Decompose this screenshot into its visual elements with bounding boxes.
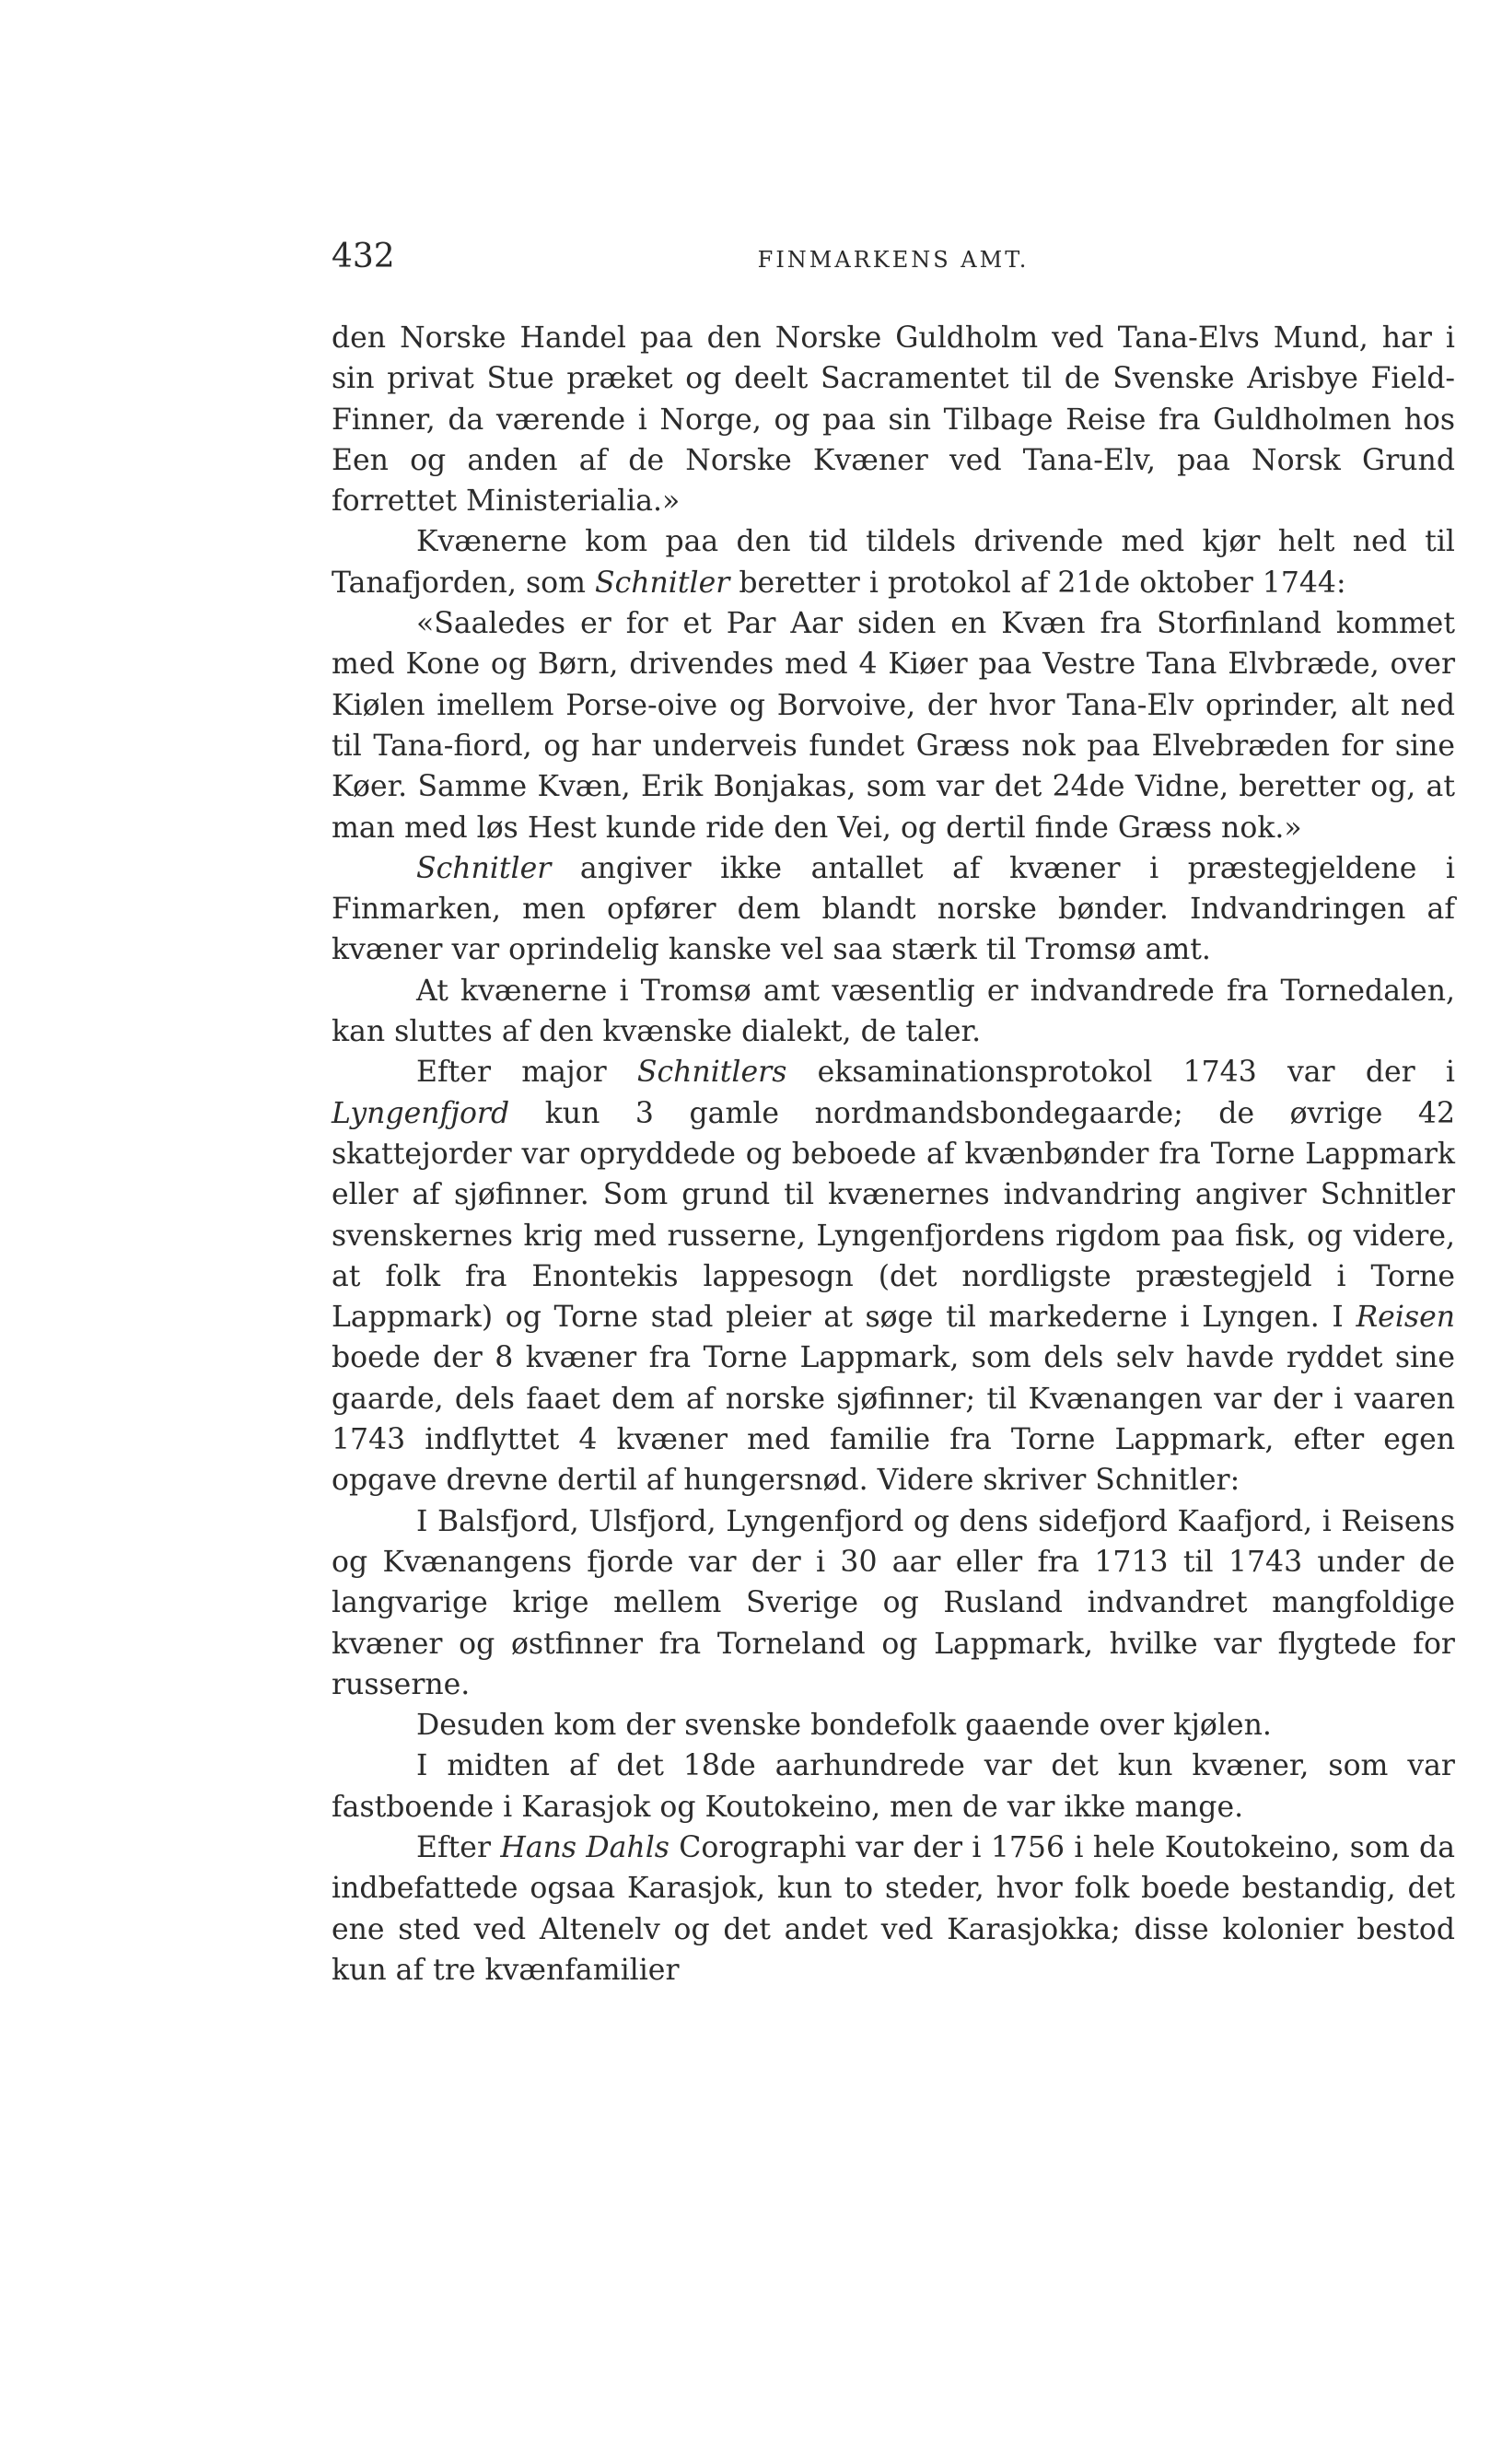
paragraph-6-italic-a: Schnitlers	[636, 1056, 787, 1090]
paragraph-2	[332, 521, 1455, 603]
paragraph-2-italic: Schnitler	[595, 566, 730, 600]
paragraph-4-text: angiver ikke antallet af kvæner i præstegjeldene i Finmarken, men opfører dem blandt norske bønder. Indvandringen af kvæner var oprindelig kanske vel saa stærk til Tromsø amt.	[332, 851, 1455, 967]
paragraph-8	[332, 1705, 1455, 1746]
paragraph-6	[332, 1052, 1455, 1501]
paragraph-9	[332, 1746, 1455, 1828]
paragraph-6-italic-c: Reisen	[1356, 1301, 1455, 1335]
paragraph-6-text-c: kun 3 gamle nordmandsbondegaarde; de øvrige 42 skattejorder var opryddede og beboede af kvænbønder fra Torne Lappmark eller af sjøfinner. Som grund til kvænernes indvandring angiver Schnitler svenskernes krig med russerne, Lyngenfjordens rigdom paa fisk, og videre, at folk fra Enontekis lappesogn (det nordligste præstegjeld i Torne Lappmark) og Torne stad pleier at søge til markederne i Lyngen. I	[332, 1096, 1455, 1335]
quotation-text: «Saaledes er for et Par Aar siden en Kvæn fra Storfinland kommet med Kone og Børn, drivendes med 4 Kiøer paa Vestre Tana Elvbræde, over Kiølen imellem Porse-oive og Borvoive, der hvor Tana-Elv oprinder, alt ned til Tana-fiord, og har underveis fundet Græss nok paa Elvebræden for sine Køer. Samme Kvæn, Erik Bonjakas, som var det 24de Vidne, beretter og, at man med løs Hest kunde ride den Vei, og dertil finde Græss nok.»	[332, 607, 1455, 845]
paragraph-10-text-b: Corographi var der i 1756 i hele Koutokeino, som da indbefattede ogsaa Karasjok, kun to steder, hvor folk boede bestandig, det ene sted ved Altenelv og det andet ved Karasjokka; disse kolonier bestod kun af tre kvænfamilier	[332, 1830, 1456, 1987]
paragraph-6-text-b: eksaminationsprotokol 1743 var der i	[786, 1056, 1455, 1090]
paragraph-10	[332, 1828, 1455, 1991]
quotation-paragraph	[332, 603, 1455, 848]
paragraph-2-text-b: beretter i protokol af 21de oktober 1744:	[729, 566, 1346, 600]
paragraph-4	[332, 848, 1455, 971]
paragraph-7-text: I Balsfjord, Ulsfjord, Lyngenfjord og dens sidefjord Kaafjord, i Reisens og Kvænangens fjorde var der i 30 aar eller fra 1713 til 1743 under de langvarige krige mellem Sverige og Rusland indvandret mangfoldige kvæner og østfinner fra Torneland og Lappmark, hvilke var flygtede for russerne.	[332, 1504, 1455, 1701]
body-text	[332, 318, 1455, 1991]
paragraph-10-text-a: Efter	[416, 1830, 501, 1864]
running-title: FINMARKENS AMT.	[757, 247, 1030, 273]
paragraph-6-text-a: Efter major	[416, 1056, 637, 1090]
paragraph-6-text-d: boede der 8 kvæner fra Torne Lappmark, som dels selv havde ryddet sine gaarde, dels faaet dem af norske sjøfinner; til Kvænangen var der i vaaren 1743 indflyttet 4 kvæner med familie fra Torne Lappmark, efter egen opgave drevne dertil af hungersnød. Videre skriver Schnitler:	[332, 1341, 1455, 1498]
paragraph-1	[332, 318, 1455, 521]
paragraph-9-text: I midten af det 18de aarhundrede var det kun kvæner, som var fastboende i Karasjok og Koutokeino, men de var ikke mange.	[332, 1749, 1455, 1824]
paragraph-5-text: At kvænerne i Tromsø amt væsentlig er indvandrede fra Tornedalen, kan sluttes af den kvænske dialekt, de taler.	[332, 974, 1455, 1049]
paragraph-7	[332, 1501, 1455, 1705]
paragraph-10-italic: Hans Dahls	[500, 1830, 669, 1864]
paragraph-8-text: Desuden kom der svenske bondefolk gaaende over kjølen.	[416, 1709, 1272, 1743]
paragraph-2-text-a: Kvænerne kom paa den tid tildels drivende med kjør helt ned til Tanafjorden, som	[332, 525, 1455, 600]
page-number: 432	[332, 238, 395, 275]
paragraph-1-text: den Norske Handel paa den Norske Guldholm ved Tana-Elvs Mund, har i sin privat Stue præket og deelt Sacramentet til de Svenske Arisbye Field-Finner, da værende i Norge, og paa sin Tilbage Reise fra Guldholmen hos Een og anden af de Norske Kvæner ved Tana-Elv, paa Norsk Grund forrettet Ministerialia.»	[332, 321, 1455, 519]
paragraph-5	[332, 971, 1455, 1053]
paragraph-4-italic: Schnitler	[416, 851, 552, 885]
paragraph-6-italic-b: Lyngenfjord	[332, 1096, 510, 1130]
page-header	[332, 238, 1455, 284]
